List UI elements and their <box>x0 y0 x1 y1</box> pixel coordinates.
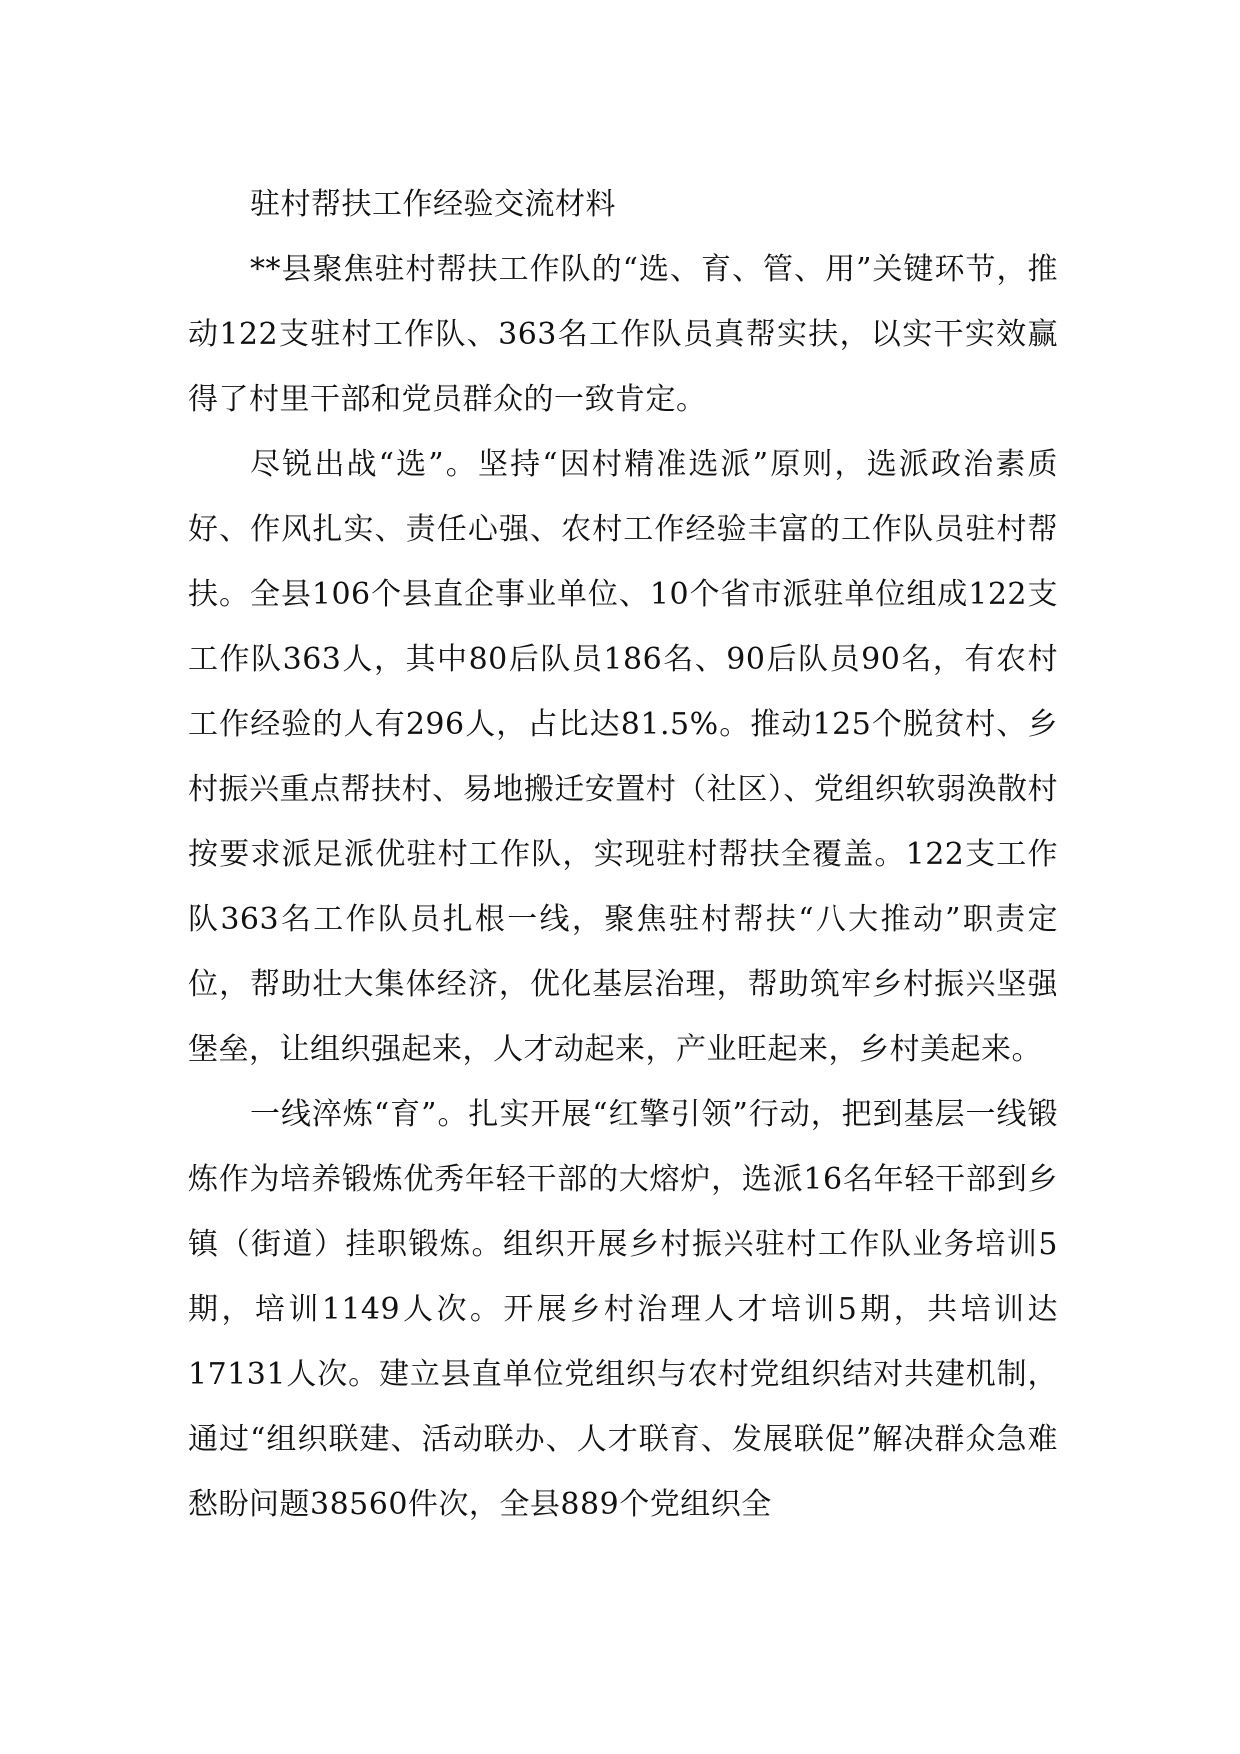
paragraph-select: 尽锐出战“选”。坚持“因村精准选派”原则，选派政治素质好、作风扎实、责任心强、农村工作经验丰富的工作队员驻村帮扶。全县106个县直企事业单位、10个省市派驻单位组成122支工作队363人，其中80后队员186名、90后队员90名，有农村工作经验的人有296人，占比达81.5%。推动125个脱贫村、乡村振兴重点帮扶村、易地搬迁安置村（社区）、党组织软弱涣散村按要求派足派优驻村工作队，实现驻村帮扶全覆盖。122支工作队363名工作队员扎根一线，聚焦驻村帮扶“八大推动”职责定位，帮助壮大集体经济，优化基层治理，帮助筑牢乡村振兴坚强堡垒，让组织强起来，人才动起来，产业旺起来，乡村美起来。 <box>188 447 1058 1067</box>
paragraph-train: 一线淬炼“育”。扎实开展“红擎引领”行动，把到基层一线锻炼作为培养锻炼优秀年轻干部的大熔炉，选派16名年轻干部到乡镇（街道）挂职锻炼。组织开展乡村振兴驻村工作队业务培训5期，培训1149人次。开展乡村治理人才培训5期，共培训达17131人次。建立县直单位党组织与农村党组织结对共建机制，通过“组织联建、活动联办、人才联育、发展联促”解决群众急难愁盼问题38560件次，全县889个党组织全 <box>188 1097 1058 1522</box>
document-body <box>188 172 1058 1537</box>
paragraph-intro: **县聚焦驻村帮扶工作队的“选、育、管、用”关键环节，推动122支驻村工作队、363名工作队员真帮实扶，以实干实效赢得了村里干部和党员群众的一致肯定。 <box>188 252 1058 417</box>
document-title: 驻村帮扶工作经验交流材料 <box>250 187 616 222</box>
